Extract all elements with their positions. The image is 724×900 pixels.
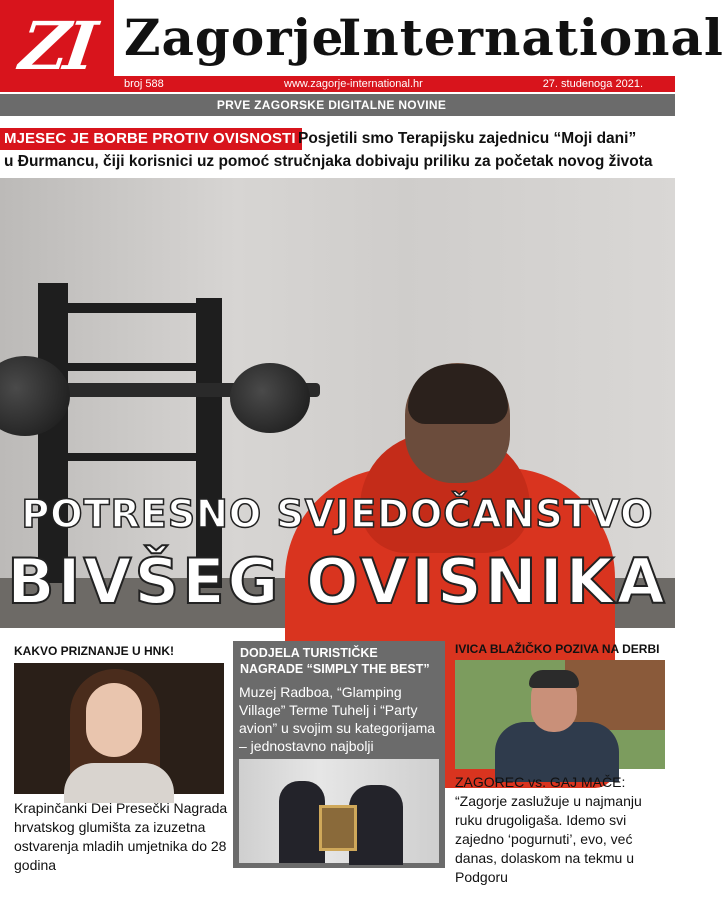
lead-teaser-line-1: Posjetili smo Terapijsku zajednicu “Moji dani”	[298, 130, 637, 147]
issue-date: 27. studenoga 2021.	[542, 78, 643, 90]
title-word-1: Zagorje	[124, 8, 345, 67]
column-3-text[interactable]: ZAGOREC vs. GAJ MAČE: “Zagorje zaslužuje u najmanju ruku drugoligaša. Idemo svi zajedno ‘pogurnuti’, evo, već danas, dolaskom na tekmu u Podgoru	[455, 774, 642, 885]
weight-plate	[230, 363, 310, 433]
masthead	[0, 0, 724, 92]
photo-hair	[529, 670, 579, 688]
column-1-title[interactable]: KAKVO PRIZNANJE U HNK!	[14, 644, 175, 658]
rack-post	[38, 283, 68, 583]
website-link[interactable]: www.zagorje-international.hr	[284, 78, 423, 90]
newspaper-title[interactable]	[120, 2, 724, 74]
tagline-bar	[0, 94, 675, 116]
column-3-title[interactable]: IVICA BLAŽIČKO POZIVA NA DERBI	[455, 642, 660, 656]
lead-headline-line-1[interactable]: POTRESNO SVJEDOČANSTVO	[21, 492, 654, 536]
column-1-text[interactable]: Krapinčanki Dei Presečki Nagrada hrvatskog glumišta za izuzetna ostvarenja mladih umjetnika do 28 godina	[14, 800, 228, 873]
photo-house	[565, 660, 665, 730]
column-2-box[interactable]	[233, 641, 445, 868]
column-2-photo[interactable]	[239, 759, 439, 863]
lead-headline-line-2[interactable]: BIVŠEG OVISNIKA	[7, 545, 668, 618]
photo-dress	[64, 763, 174, 803]
rack-beam	[38, 453, 222, 461]
rack-beam	[38, 363, 222, 371]
photo-person	[349, 785, 403, 865]
rack-beam	[38, 303, 222, 313]
tagline: PRVE ZAGORSKE DIGITALNE NOVINE	[216, 98, 447, 112]
lead-kicker: MJESEC JE BORBE PROTIV OVISNOSTI	[0, 128, 302, 150]
title-word-2: International	[338, 8, 724, 67]
logo-mark: ZI	[15, 7, 99, 85]
column-2-text: Muzej Radboa, “Glamping Village” Terme Tuhelj i “Party avion” u svojim su kategorijama – jednostavno najbolji	[239, 684, 436, 754]
issue-number: broj 588	[124, 78, 164, 90]
logo[interactable]	[0, 0, 114, 92]
photo-face	[86, 683, 142, 757]
column-2-title	[240, 645, 430, 677]
lead-teaser-line-2: u Đurmancu, čiji korisnici uz pomoć stručnjaka dobivaju priliku za početak novog života	[4, 153, 653, 170]
column-1-photo[interactable]	[14, 663, 224, 794]
column-2-title-line-1: DODJELA TURISTIČKE	[240, 646, 378, 660]
issue-bar	[114, 76, 675, 92]
photo-award-frame	[319, 805, 357, 851]
lead-story-header[interactable]	[0, 126, 675, 176]
column-3-photo[interactable]	[455, 660, 665, 769]
column-2-title-line-2: NAGRADE “SIMPLY THE BEST”	[240, 662, 430, 676]
